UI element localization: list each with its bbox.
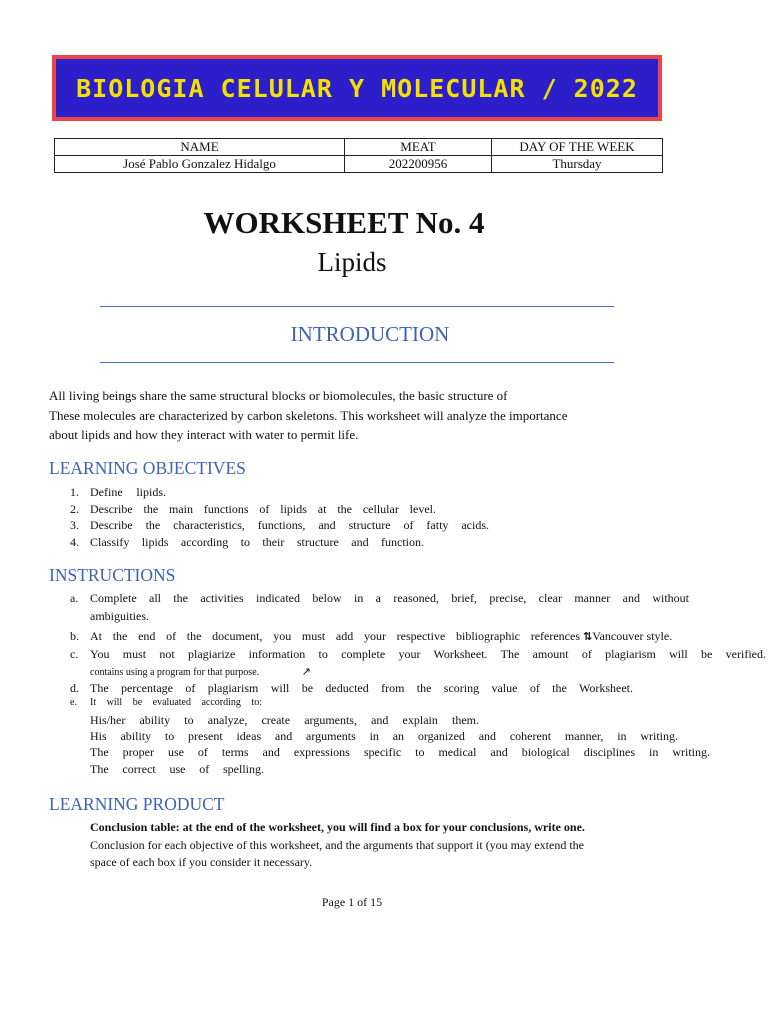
intro-line: about lipids and how they interact with water to permit life. <box>49 427 359 442</box>
instruction-text: You must not plagiarize information to complete your Worksheet. The amount of plagiarism will be verified. <box>90 647 766 661</box>
instruction-text: Complete all the activities indicated below in a reasoned, brief, precise, clear manner and without <box>90 591 689 605</box>
instructions-heading: INSTRUCTIONS <box>49 565 176 585</box>
criteria-item: His/her ability to analyze, create arguments, and explain them. <box>90 713 479 727</box>
instruction-text: At the end of the document, you must add your respective bibliographic references <box>90 629 580 643</box>
page-number: Page 1 of 15 <box>321 895 383 909</box>
meat-value: 202200956 <box>345 156 492 173</box>
instruction-c-cont <box>90 665 311 678</box>
worksheet-title: WORKSHEET No. 4 <box>203 205 485 240</box>
product-heading: LEARNING PRODUCT <box>49 794 225 814</box>
table-row <box>55 156 663 173</box>
list-number: 2. <box>70 501 79 516</box>
instruction-letter: b. <box>70 629 79 643</box>
instruction-e <box>70 697 262 708</box>
list-text: Classify lipids according to their structure and function. <box>90 534 424 549</box>
instruction-b <box>70 629 672 644</box>
day-value: Thursday <box>492 156 663 173</box>
product-line: space of each box if you consider it necessary. <box>90 855 313 869</box>
list-number: 1. <box>70 485 79 499</box>
list-number: 4. <box>70 534 79 549</box>
criteria-item: The correct use of spelling. <box>90 762 264 776</box>
intro-line: These molecules are characterized by carbon skeletons. This worksheet will analyze the importance <box>49 407 568 423</box>
list-item <box>70 534 489 551</box>
instruction-letter: d. <box>70 681 79 695</box>
instruction-a-cont: ambiguities. <box>90 609 149 623</box>
list-item <box>70 517 489 534</box>
instruction-c <box>70 647 766 662</box>
criteria-item: His ability to present ideas and arguments in an organized and coherent manner, in writing. <box>90 729 678 743</box>
banner-title: BIOLOGIA CELULAR Y MOLECULAR / 2022 <box>76 73 638 103</box>
product-bold-line: Conclusion table: at the end of the worksheet, you will find a box for your conclusions, write one. <box>90 820 585 834</box>
instruction-text: contains using a program for that purpose. <box>90 667 260 678</box>
objectives-heading: LEARNING OBJECTIVES <box>49 458 246 478</box>
criteria-item: The proper use of terms and expressions specific to medical and biological disciplines in writing. <box>90 745 710 759</box>
instruction-text-after: Vancouver style. <box>592 629 673 643</box>
name-header: NAME <box>55 139 345 156</box>
list-text: Describe the characteristics, functions, and structure of fatty acids. <box>90 518 489 532</box>
instruction-text: The percentage of plagiarism will be deducted from the scoring value of the Worksheet. <box>90 681 633 695</box>
list-text: Define lipids. <box>90 485 166 499</box>
worksheet-subtitle: Lipids <box>317 247 387 277</box>
divider-top <box>100 306 614 307</box>
student-info-table <box>54 138 663 173</box>
instruction-text: It will be evaluated according to: <box>90 697 262 708</box>
day-header: DAY OF THE WEEK <box>492 139 663 156</box>
instruction-d <box>70 681 633 696</box>
list-item <box>70 484 489 501</box>
name-value: José Pablo Gonzalez Hidalgo <box>55 156 345 173</box>
introduction-text <box>49 386 609 445</box>
table-header-row <box>55 139 663 156</box>
intro-line: All living beings share the same structural blocks or biomolecules, the basic structure of <box>49 388 508 403</box>
external-link-icon: ↗ <box>301 665 311 678</box>
introduction-heading: INTRODUCTION <box>290 322 450 346</box>
divider-bottom <box>100 362 614 363</box>
title-banner <box>52 55 662 121</box>
list-number: 3. <box>70 518 79 532</box>
product-line: Conclusion for each objective of this worksheet, and the arguments that support it (you may extend the <box>90 838 584 852</box>
reference-icon: ⇅ <box>583 630 593 643</box>
product-text <box>90 837 584 871</box>
title-banner-inner <box>56 59 658 117</box>
instruction-a <box>70 591 689 606</box>
instruction-letter: a. <box>70 591 79 605</box>
objectives-list <box>70 484 489 550</box>
instruction-letter: e. <box>70 697 77 708</box>
instruction-letter: c. <box>70 647 79 661</box>
list-item <box>70 501 489 518</box>
list-text: Describe the main functions of lipids at the cellular level. <box>90 501 436 516</box>
meat-header: MEAT <box>345 139 492 156</box>
